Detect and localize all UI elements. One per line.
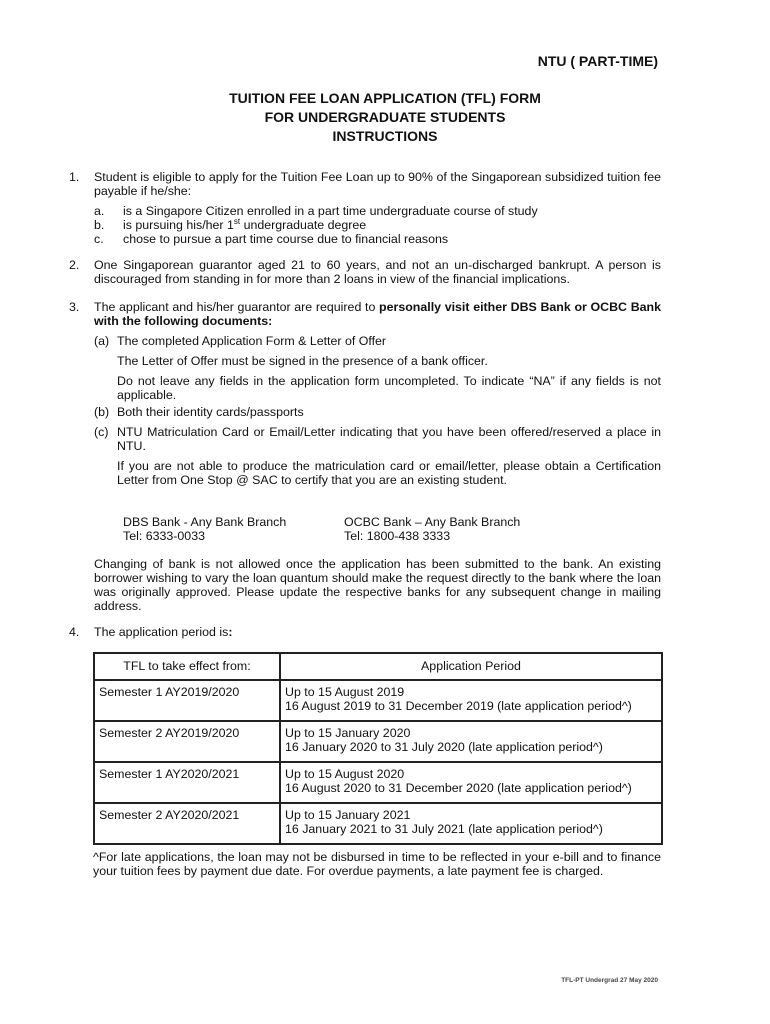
section-number: 1.	[69, 170, 80, 184]
ocbc-bank-contact: OCBC Bank – Any Bank Branch Tel: 1800-438 3333	[344, 515, 521, 543]
section-3	[69, 300, 661, 613]
table-row	[94, 680, 662, 721]
table-row	[94, 762, 662, 803]
document-item-c: (c) NTU Matriculation Card or Email/Letter indicating that you have been offered/reserved a place in NTU.	[94, 425, 661, 453]
column-header: Application Period	[280, 653, 662, 680]
table-row	[94, 803, 662, 844]
section-4	[69, 625, 661, 639]
semester-cell: Semester 2 AY2020/2021	[94, 803, 280, 844]
semester-cell: Semester 2 AY2019/2020	[94, 721, 280, 762]
document-item-b: (b) Both their identity cards/passports	[94, 405, 304, 419]
section-1	[69, 170, 661, 246]
list-item: a. is a Singapore Citizen enrolled in a part time undergraduate course of study	[94, 204, 538, 218]
dbs-bank-contact: DBS Bank - Any Bank Branch Tel: 6333-0033	[123, 515, 287, 543]
section-text: One Singaporean guarantor aged 21 to 60 years, and not an un-discharged bankrupt. A person is discouraged from standing in for more than 2 loans in view of the financial implications.	[94, 258, 661, 286]
section-text: Student is eligible to apply for the Tuition Fee Loan up to 90% of the Singaporean subsidized tuition fee payable if he/she:	[94, 170, 661, 198]
title-line-2: FOR UNDERGRADUATE STUDENTS	[264, 109, 506, 125]
list-item: b. is pursuing his/her 1st undergraduate degree	[94, 216, 367, 232]
table-header-row	[94, 653, 662, 680]
semester-cell: Semester 1 AY2019/2020	[94, 680, 280, 721]
title-line-3: INSTRUCTIONS	[332, 128, 438, 144]
period-cell: Up to 15 August 2019 16 August 2019 to 31 December 2019 (late application period^)	[280, 680, 662, 721]
section-number: 4.	[69, 625, 80, 639]
late-application-footnote: ^For late applications, the loan may not be disbursed in time to be reflected in your e-bill and to finance your tuition fees by payment due date. For overdue payments, a late payment fee is charged.	[93, 850, 661, 878]
column-header: TFL to take effect from:	[94, 653, 280, 680]
bank-change-note: Changing of bank is not allowed once the application has been submitted to the bank. An existing borrower wishing to vary the loan quantum should make the request directly to the bank where the loan was originally approved. Please update the respective banks for any subsequent change in mailing address.	[94, 557, 661, 613]
period-cell: Up to 15 August 2020 16 August 2020 to 31 December 2020 (late application period^)	[280, 762, 662, 803]
bank-contacts	[94, 515, 661, 545]
title-block	[0, 89, 770, 146]
period-cell: Up to 15 January 2021 16 January 2021 to 31 July 2021 (late application period^)	[280, 803, 662, 844]
form-code: NTU ( PART-TIME)	[537, 53, 658, 69]
section-number: 2.	[69, 258, 80, 272]
table-row	[94, 721, 662, 762]
document-item-a: (a) The completed Application Form & Letter of Offer	[94, 334, 387, 348]
title-line-1: TUITION FEE LOAN APPLICATION (TFL) FORM	[229, 90, 541, 106]
note: If you are not able to produce the matriculation card or email/letter, please obtain a Certification Letter from One Stop @ SAC to certify that you are an existing student.	[117, 459, 661, 487]
period-cell: Up to 15 January 2020 16 January 2020 to 31 July 2020 (late application period^)	[280, 721, 662, 762]
note: The Letter of Offer must be signed in the presence of a bank officer.	[117, 354, 488, 368]
list-item: c. chose to pursue a part time course due to financial reasons	[94, 232, 449, 246]
section-text: The applicant and his/her guarantor are required to personally visit either DBS Bank or OCBC Bank with the following documents:	[94, 300, 661, 328]
section-text: The application period is:	[94, 625, 233, 639]
section-2	[69, 258, 661, 286]
note: Do not leave any fields in the application form uncompleted. To indicate “NA” if any fields is not applicable.	[117, 374, 661, 402]
section-number: 3.	[69, 300, 80, 314]
application-period-table	[93, 652, 663, 845]
semester-cell: Semester 1 AY2020/2021	[94, 762, 280, 803]
document-reference: TFL-PT Undergrad 27 May 2020	[561, 977, 658, 984]
